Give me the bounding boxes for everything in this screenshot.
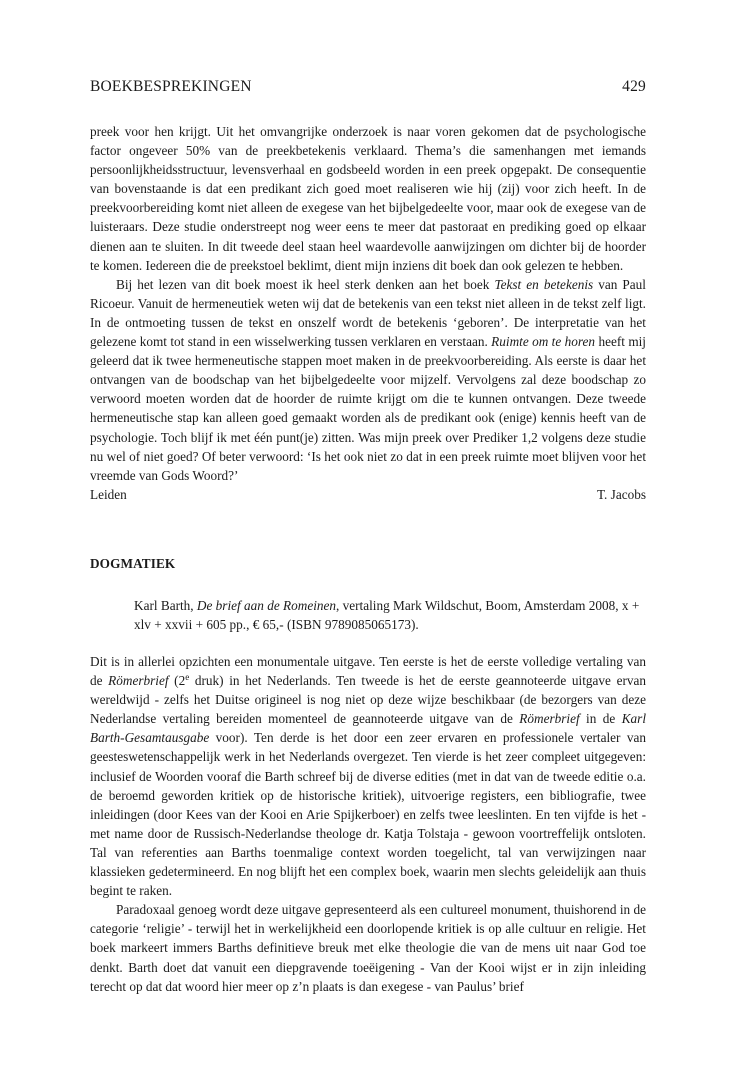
text-run: in de: [579, 711, 622, 727]
running-header: [90, 78, 646, 98]
review2-paragraph-2: Paradoxaal genoeg wordt deze uitgave gepresenteerd als een cultureel monument, thuishorend in de categorie ‘religie’ - terwijl het in werkelijkheid een doorlopende kritiek is op alle cultuur en religie. Het boek markeert immers Barths definitieve breuk met elke theologie die van de mens uit naar God toe denkt. Barth doet dat vanuit een diepgravende toeëigening - Van der Kooi wijst er in zijn inleiding terecht op dat dat woord hier meer op z’n plaats is dan exegese - van Paulus’ brief: [90, 902, 646, 994]
book-title-italic: Ruimte om te horen: [491, 334, 596, 350]
text-run: Dit is in allerlei opzichten een monumentale uitgave. Ten eerste is het de eerste volledige vertaling van de: [90, 654, 646, 689]
text-run: van Paul Ricoeur. Vanuit de hermeneutiek weten wij dat de betekenis van een tekst niet alleen in de tekst zelf ligt. In de ontmoeting tussen de tekst en onszelf wordt de betekenis ‘geboren’. De interpretatie van het gelezene komt tot stand in een wisselwerking tussen verklaren en verstaan.: [90, 276, 646, 350]
section-heading: DOGMATIEK: [90, 556, 176, 571]
citation-title: De brief aan de Romeinen: [196, 598, 337, 613]
reviewer-name: T. Jacobs: [596, 486, 646, 502]
text-run: Bij het lezen van dit boek moest ik heel sterk denken aan het boek: [116, 276, 495, 292]
text-run: (2: [168, 673, 186, 689]
review1-paragraph-1: preek voor hen krijgt. Uit het omvangrijke onderzoek is naar voren gekomen dat de psychologische factor ongeveer 50% van de preekbetekenis verklaard. Thema’s die samenhangen met iemands persoonlijkheidsstructuur, levensverhaal en godsbeeld worden in een preek opgepakt. De consequentie van bovenstaande is dat een predikant zich goed moet realiseren wie hij (zij) voor zich heeft. In de preekvoorbereiding komt niet alleen de exegese van het bijbelgedeelte voor, maar ook de exegese van de luisteraars. Deze studie onderstreept nog weer eens te meer dat pastoraat en prediking goed op elkaar dienen aan te sluiten. In dit tweede deel staan heel waardevolle aanwijzingen om dichter bij de hoorder te komen. Iedereen die de preekstoel beklimt, dient mijn inziens dit boek dan ook gelezen te hebben.: [90, 124, 646, 273]
running-title: BOEKBESPREKINGEN: [90, 78, 252, 95]
review1-signature: [90, 485, 646, 504]
citation-details: , vertaling Mark Wildschut, Boom, Amsterdam 2008, x + xlv + xxvii + 605 pp., € 65,- (ISBN 9789085065173).: [134, 598, 640, 633]
text-run: heeft mij geleerd dat ik twee hermeneutische stappen moet maken in de preekvoorbereiding. Als eerste is daar het ontvangen van de boodschap van het bijbelgedeelte voor mijzelf. Vervolgens zal deze boodschap zo verwoord moeten worden dat de hoorder de ruimte krijgt om die te kunnen ontvangen. Deze tweede hermeneutische stap kan alleen goed gemaakt worden als de predikant ook (enige) kennis heeft van de psychologie. Toch blijf ik met één punt(je) zitten. Was mijn preek over Prediker 1,2 volgens deze studie nu wel of niet goed? Of beter verwoord: ‘Is het ook niet zo dat in een preek ruimte moet blijven voor het vreemde van Gods Woord?’: [90, 334, 646, 483]
text-run: druk) in het Nederlands. Ten tweede is het de eerste geannoteerde uitgave ervan wereldwijd - zelfs het Duitse origineel is nog niet op deze wijze beschikbaar (de bezorgers van deze Nederlandse vertaling bereiden momenteel de geannoteerde uitgave van de: [90, 673, 646, 727]
review-continued: [90, 122, 646, 504]
citation-author: Karl Barth,: [134, 598, 197, 613]
italic-term: Römerbrief: [519, 711, 580, 727]
book-citation: [134, 596, 646, 634]
italic-term: Karl Barth-Gesamtausgabe: [90, 711, 647, 746]
page-number: 429: [622, 78, 646, 95]
italic-term: Römerbrief: [108, 673, 169, 689]
text-run: voor). Ten derde is het door een zeer ervaren en professionele vertaler van geesteswetenschappelijk werk in het Nederlands overgezet. Ten vierde is het zeer compleet uitgegeven: inclusief de Woorden vooraf die Barth schreef bij de diverse edities (met in dat van de tweede editie o.a. de beroemd geworden kritiek op de historische kritiek), uitvoerige registers, een bibliografie, twee inleidingen (door Kees van der Kooi en Arie Spijkerboer) en zelfs twee leeslinten. En ten vijfde is het - met name door de Russisch-Nederlandse theologe dr. Katja Tolstaja - gewoon voortreffelijk ontsloten. Tal van referenties aan Barths toenmalige context worden toegelicht, tal van verwijzingen naar klassieken gedetermineerd. En nog blijft het een complex boek, waarin men slechts geleidelijk aan thuis begint te raken.: [90, 730, 646, 899]
review2: [90, 652, 646, 996]
book-title-italic: Tekst en betekenis: [494, 276, 594, 292]
superscript: e: [185, 672, 190, 683]
review-place: Leiden: [90, 486, 127, 502]
review1-paragraph-2: [90, 275, 646, 485]
review2-paragraph-1: [90, 652, 646, 900]
